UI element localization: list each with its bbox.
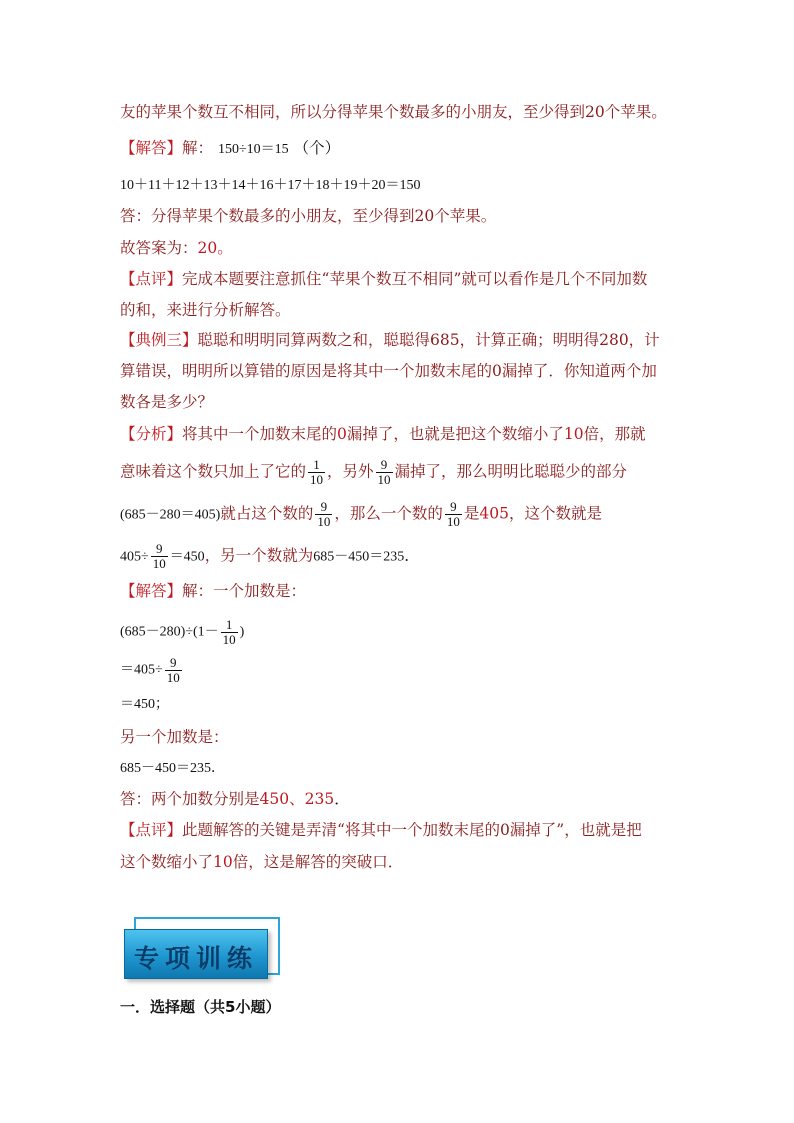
solution-line: 【解答】解： 150÷10＝15 （个） <box>120 139 341 157</box>
paragraph-line: 友的苹果个数互不相同，所以分得苹果个数最多的小朋友，至少得到20个苹果。 <box>120 103 667 121</box>
analysis-tag: 【分析】 <box>120 425 183 443</box>
answer-line: 答：两个加数分别是450、235． <box>120 790 350 808</box>
equation-line: ＝450； <box>120 697 169 712</box>
equation: 150÷10＝15 <box>217 142 289 157</box>
solution-line: 【解答】解：一个加数是： <box>120 582 307 600</box>
equation-line: 10＋11＋12＋13＋14＋16＋17＋18＋19＋20＝150 <box>120 178 421 193</box>
text-line: 另一个加数是： <box>120 728 229 746</box>
comment-tag: 【点评】 <box>120 821 183 839</box>
answer-line: 答：分得苹果个数最多的小朋友，至少得到20个苹果。 <box>120 207 497 225</box>
analysis-line: (685－280＝405)就占这个数的 $\frac{9}{10}$ ，那么一个数的 $\frac{9}{10}$ 是405，这个数就是 <box>120 499 602 529</box>
example-line: 数各是多少？ <box>120 393 214 411</box>
example-tag: 【典例三】 <box>120 331 198 349</box>
fraction-nine-tenths: $\frac{9}{10}$ <box>152 541 166 571</box>
section-heading: 一．选择题（共5小题） <box>120 998 281 1016</box>
equation-line: (685－280)÷(1－ $\frac{1}{10}$ ) <box>120 617 245 647</box>
fraction-nine-tenths: $\frac{9}{10}$ <box>317 499 331 529</box>
comment-line: 【点评】此题解答的关键是弄清“将其中一个加数末尾的0漏掉了”，也就是把 <box>120 821 642 839</box>
fraction-nine-tenths: $\frac{9}{10}$ <box>446 499 460 529</box>
comment-line: 的和，来进行分析解答。 <box>120 301 291 319</box>
fraction-one-tenth: $\frac{1}{10}$ <box>310 457 324 487</box>
analysis-line: 【分析】将其中一个加数末尾的0漏掉了，也就是把这个数缩小了10倍，那就 <box>120 425 646 443</box>
example-line: 算错误，明明所以算错的原因是将其中一个加数末尾的0漏掉了．你知道两个加 <box>120 362 657 380</box>
solution-tag: 【解答】 <box>120 139 183 157</box>
section-banner <box>120 915 280 981</box>
fill-answer-line: 故答案为：20。 <box>120 239 233 257</box>
comment-tag: 【点评】 <box>120 270 183 288</box>
comment-line: 这个数缩小了10倍，这是解答的突破口． <box>120 853 404 871</box>
banner-plate <box>124 929 268 979</box>
fraction-nine-tenths: $\frac{9}{10}$ <box>166 655 180 685</box>
solution-tag: 【解答】 <box>120 582 183 600</box>
equation-line: ＝405÷ $\frac{9}{10}$ <box>120 655 180 685</box>
example-line: 【典例三】聪聪和明明同算两数之和，聪聪得685，计算正确；明明得280，计 <box>120 331 660 349</box>
analysis-line: 意味着这个数只加上了它的 $\frac{1}{10}$ ，另外 $\frac{9}{10}$ 漏掉了，那么明明比聪聪少的部分 <box>120 457 628 487</box>
fraction-one-tenth: $\frac{1}{10}$ <box>222 617 236 647</box>
banner-title: 专项训练 <box>133 944 258 973</box>
comment-line: 【点评】完成本题要注意抓住“苹果个数互不相同”就可以看作是几个不同加数 <box>120 270 648 288</box>
equation-line: 685－450＝235． <box>120 761 225 776</box>
analysis-line: 405÷ $\frac{9}{10}$ ＝450，另一个数就为685－450＝235． <box>120 541 420 571</box>
fraction-nine-tenths: $\frac{9}{10}$ <box>377 457 391 487</box>
